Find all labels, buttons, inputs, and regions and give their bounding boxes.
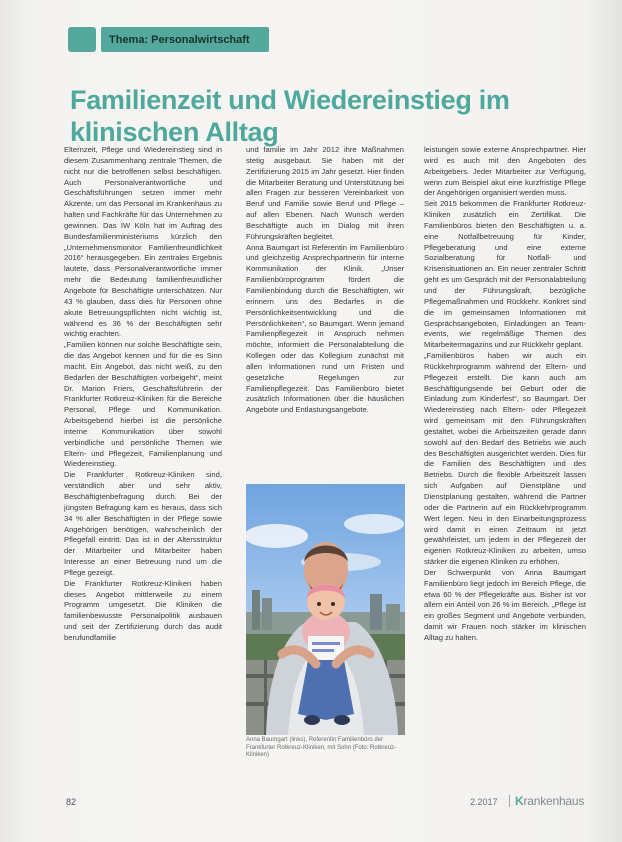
- column-3-paragraph: Seit 2015 bekommen die Frankfurter Rotkreuz-Kliniken zusätzlich ein Zertifikat. Die Familienbüros bieten den Beschäftigten u. a. eine Notfallbetreuung für Kinder, Pflegeberatung und eine externe Sozialberatung für Notfall- und Krisensituationen an. Ein neuer zentraler Schritt geht es um Gespräch mit der Personalabteilung und der Führungskraft, bezügliche Pflegemaßnahmen und Rückkehr. Konkret sind die im gemeinsamen Informationen mit Gesprächsangeboten, Einladungen an Team-events, wie regelmäßige Themen des Mitarbeitermagazins und zur Rückkehr geplant.: [424, 199, 586, 350]
- text-column-1: [64, 145, 222, 644]
- page-number: 82: [66, 797, 77, 807]
- column-1-paragraph: „Familien können nur solche Beschäftigte sein, die das Angebot kennen und für die es Sinn macht. Ein Angebot, das nicht weiß, zu den Bedarfen der Beschäftigten vorbeigeht“, meint Dr. Marion Friers, Geschäftsführerin der Frankfurter Rotkreuz-Kliniken für die Bereiche Personal, Pflege und Kommunikation. Arbeitsgebend hierbei ist die persönliche interne Kommunikation über sowohl verbindliche und persönliche Themen wie Eltern- und Pflegezeit, Familienplanung und Wiedereinstieg.: [64, 340, 222, 469]
- column-2-paragraph: und familie im Jahr 2012 ihre Maßnahmen stetig ausgebaut. Sie haben mit der Zertifizierung 2015 im Jahr gesetzt. Hier finden die Mitarbeiter Beratung und Unterstützung bei allen Fragen zur besseren Vereinbarkeit von Beruf und Familie sowie Beruf und Pflege – auf allen Ebenen. Nach Wunsch werden Beschäftigte auch im Dialog mit ihren Führungskräften begleitet.: [246, 145, 404, 241]
- issue-number: 2.2017: [470, 797, 498, 807]
- column-2-paragraph: Anna Baumgart ist Referentin im Familienbüro und gleichzeitig Ansprechpartnerin für interne Kommunikation der Klinik. „Unser Familienbüroprogramm fördert die Familienbindung durch die Beschäftigten, wir erinnern uns des Bedarfes in die Persönlichkeitsentwicklung und die Persönlichkeiten“, so Baumgart. Wenn jemand Familienpflegezeit in Anspruch nehmen möchte, informiert die Personalabteilung die Kollegen oder das Kollegium zunächst mit allen Informationen rund um Fristen und gesetzliche Regelungen zur Familienpflegezeit. Das Familienbüro bietet zusätzlich Informationen über die häuslichen Angebote und Entlastungsangebote.: [246, 242, 404, 415]
- logo-wordmark: rankenhaus: [523, 794, 585, 808]
- logo-letter: K: [515, 794, 524, 808]
- column-1-paragraph: Die Frankfurter Rotkreuz-Kliniken haben dieses Angebot mittlerweile zu einem Programm umgesetzt. Die Kliniken die familienbewusste Personalpolitik ausbauen und seit der Zertifizierung durch das audit berufundfamilie: [64, 578, 222, 642]
- topic-marker-square: [68, 27, 96, 52]
- column-3-paragraph: leistungen sowie externe Ansprechpartner. Hier wird es auch mit den Angeboten des Arbeitgebers. Jeder Mitarbeiter zur Verfügung, wenn zum Beispiel akut eine kurzfristige Pflege der Angehörigen organisiert werden muss.: [424, 145, 586, 198]
- footer-divider: [509, 795, 510, 807]
- column-1-paragraph: Die Frankfurter Rotkreuz-Kliniken sind, verständlich aber und sehr aktiv, Beschäftigtenbefragung durch. Bei der jüngsten Befragung kam es heraus, dass sich 34 % aller Beschäftigten in der Pflege sowie Angehörigen benötigen, wahrscheinlich der Pflegefall eintritt. Das ist in der Altersstruktur der Mitarbeiter und Mitarbeiter haben Interesse an einer Betreuung rund um die Pflege gezeigt.: [64, 470, 222, 577]
- text-column-3: [424, 145, 586, 644]
- text-column-2: [246, 145, 404, 475]
- article-headline: Familienzeit und Wiedereinstieg im klinischen Alltag: [70, 85, 510, 148]
- photo-caption: Anna Baumgart (links), Referentin Familienbüro der Frankfurter Rotkreuz-Kliniken, mit Sohn (Foto: Rotkreuz-Kliniken): [246, 737, 397, 758]
- topic-band: [101, 27, 269, 52]
- topic-label: Thema: Personalwirtschaft: [109, 33, 250, 46]
- column-3-paragraph: „Familienbüros haben wir auch ein Rückkehrprogramm während der Eltern- und Pflegezeit erstellt. Die kann auch am Beschäftigungsende bei Geburt oder die Einladung zum Kinderfest“, so Baumgart. Der Wiedereinstieg nach Eltern- oder Pflegezeit wird gemeinsam mit den Führungskräften gestaltet, wobei die Arbeitszeiten gerade dann sowohl auf den Bedarf des Betriebs wie auch des Beschäftigten ausgerichtet werden. Dies für die Familien des Beschäftigten und des Betriebs. Durch die flexible Arbeitszeit lassen sich Aufgaben auf Dienstpläne und Dienstplanung gestalten, während die Partner oder die Partnerin auf ein Rückkehrprogramm Wert legen. Neu in den Einarbeitungsprozess wird damit in einen Zeitraum ist jetzt gewährleistet, um jedem in der Pflegezeit der eigenen Rotkreuz-Kliniken zu arbeiten, umso stärker die eigenen Kliniken zu erhöhen.: [424, 351, 586, 567]
- photo-mother-with-baby: [246, 484, 405, 735]
- magazine-logo: [515, 794, 584, 808]
- column-1-paragraph: Elternzeit, Pflege und Wiedereinstieg sind in diesem Zusammenhang zentrale Themen, die nicht nur die betroffenen selbst beschäftigen. Auch Personalverantwortliche und Geschäftsführungen setzen immer mehr Akzente, um das Personal im Krankenhaus zu halten und Fachkräfte für das Unternehmen zu gewinnen. Das IW Köln hat im Auftrag des Bundesfamilienministeriums kürzlich den „Unternehmensmonitor Familienfreundlichkeit 2016“ herausgegeben. Ein zentrales Ergebnis lautete, dass Personalverantwortliche immer mehr die Bedeutung familienfreundlicher Angebote für Beschäftigte unterschätzen. Nur 43 % glauben, dass dies für Personen ohne akute Betreuungspflichten nicht wichtig ist, während es 36 % der Beschäftigten sehr wichtig erachten.: [64, 145, 222, 339]
- article-photo: [246, 484, 405, 735]
- column-3-paragraph: Der Schwerpunkt von Anna Baumgart Familienbüro liegt jedoch im Bereich Pflege, die etwa 60 % der Pflegekräfte aus. Bisher ist vor allem ein Anteil von 26 % im Bereich. „Pflege ist ein großes Segment und Angebote verbunden, damit wir Frauen noch stärker im klinischen Alltag zu halten.: [424, 567, 586, 642]
